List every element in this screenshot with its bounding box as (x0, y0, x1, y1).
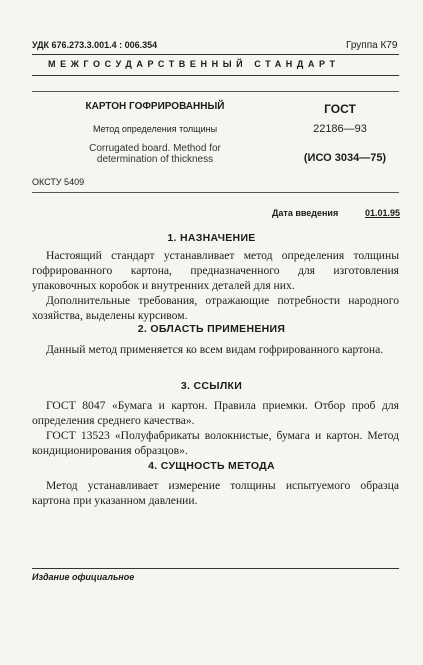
footer-rule (32, 568, 399, 569)
section-4-heading: 4. СУЩНОСТЬ МЕТОДА (148, 460, 275, 472)
english-title-line-2: determination of thickness (96, 154, 214, 165)
document-title: КАРТОН ГОФРИРОВАННЫЙ (85, 101, 225, 112)
section-3-paragraph-1: ГОСТ 8047 «Бумага и картон. Правила приемки. Отбор проб для определения среднего качества». (32, 399, 399, 427)
oksty-code: ОКСТУ 5409 (32, 177, 85, 187)
group-code: Группа К79 (346, 40, 398, 51)
effective-date-label: Дата введения (272, 208, 339, 218)
section-4-paragraph-1: Метод устанавливает измерение толщины испытуемого образца картона при указанном давлении. (32, 479, 399, 507)
gost-number: 22186—93 (313, 123, 367, 135)
section-2-paragraph-1: Данный метод применяется ко всем видам гофрированного картона. (46, 343, 384, 356)
section-3-body (32, 398, 399, 458)
section-2-body (32, 342, 399, 357)
udk-code: УДК 676.273.3.001.4 : 006.354 (32, 40, 158, 50)
section-1-paragraph-2: Дополнительные требования, отражающие потребности народного хозяйства, выделены курсивом. (32, 294, 399, 322)
document-subtitle: Метод определения толщины (92, 124, 218, 134)
banner-rule (32, 75, 399, 76)
top-rule (32, 54, 399, 55)
section-3-heading: 3. ССЫЛКИ (180, 380, 243, 392)
title-block-frame (32, 91, 399, 193)
section-1-paragraph-1: Настоящий стандарт устанавливает метод определения толщины гофрированного картона, предназначенного для изготовления упаковочных коробок и внутренних деталей для них. (32, 249, 399, 292)
effective-date-value: 01.01.95 (365, 208, 401, 218)
gost-label: ГОСТ (324, 102, 356, 116)
section-2-heading: 2. ОБЛАСТЬ ПРИМЕНЕНИЯ (137, 323, 286, 335)
section-3-paragraph-2: ГОСТ 13523 «Полуфабрикаты волокнистые, бумага и картон. Метод кондиционирования образцов». (32, 429, 399, 457)
english-title-line-1: Corrugated board. Method for (89, 143, 221, 154)
section-1-heading: 1. НАЗНАЧЕНИЕ (167, 232, 256, 244)
section-4-body (32, 478, 399, 508)
iso-reference: (ИСО 3034—75) (303, 152, 387, 164)
official-edition-label: Издание официальное (32, 572, 135, 582)
section-1-body (32, 248, 399, 323)
standard-banner: МЕЖГОСУДАРСТВЕННЫЙ СТАНДАРТ (48, 59, 340, 69)
